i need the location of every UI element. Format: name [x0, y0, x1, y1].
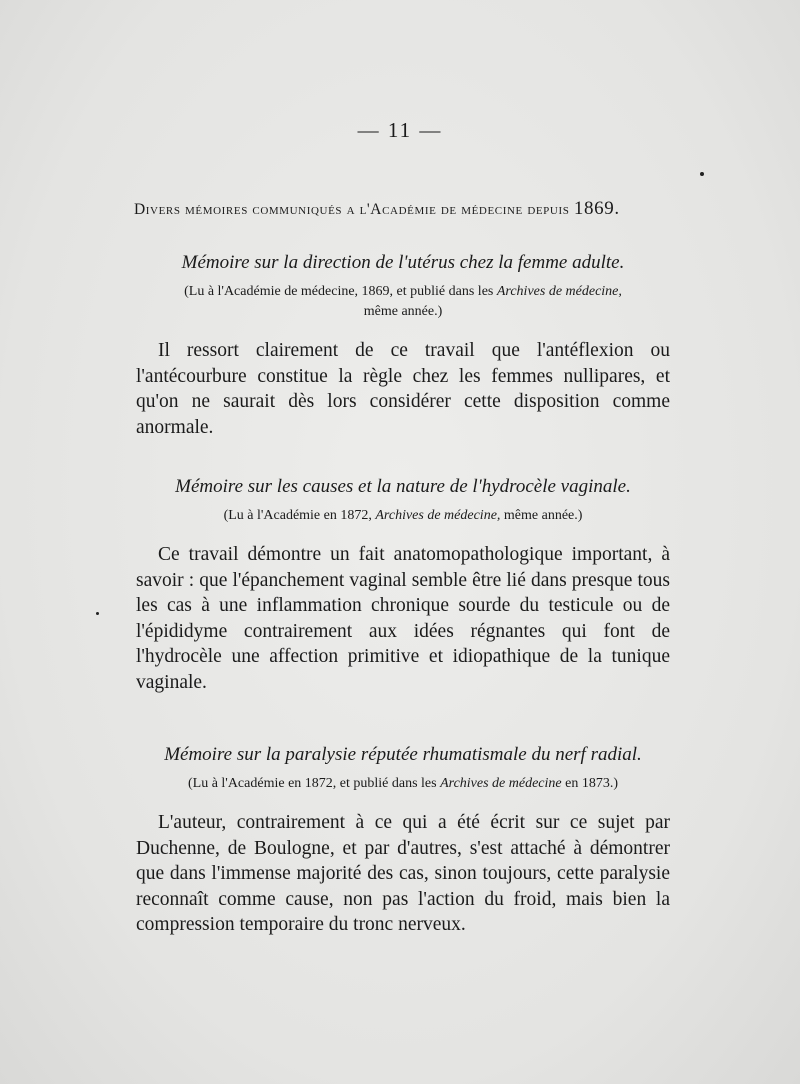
- memoir-note: [136, 282, 670, 322]
- memoir-note: [136, 506, 670, 526]
- memoir-title: Mémoire sur la paralysie réputée rhumatismale du nerf radial.: [164, 744, 642, 765]
- memoir-note-text-end: même année.): [363, 304, 443, 319]
- ink-speck: [96, 612, 99, 615]
- memoir-note-text-end: en 1873.): [561, 776, 619, 791]
- section-heading: [134, 198, 694, 220]
- memoir-paragraph: Ce travail démontre un fait anatomopathologique important, à savoir : que l'épanchement vaginal semble être lié dans presque tous les cas à une inflammation chronique sourde du testicule ou de l'épididyme contrairement aux idées régnantes qui font de l'hydrocèle une affection primitive et idiopathique de la tunique vaginale.: [136, 544, 670, 693]
- memoir-paragraph: L'auteur, contrairement à ce qui a été écrit sur ce sujet par Duchenne, de Boulogne, et par d'autres, s'est attaché à démontrer que dans l'immense majorité des cas, sinon toujours, cette paralysie reconnaît comme cause, non pas l'action du froid, mais bien la compression temporaire du tronc nerveux.: [136, 812, 670, 935]
- memoir-note-journal: Archives de médecine,: [375, 508, 501, 523]
- section-heading-text: Divers mémoires communiqués a l'Académie de médecine depuis: [134, 201, 570, 218]
- memoir-block-2: [136, 476, 670, 695]
- memoir-note-text: (Lu à l'Académie en 1872, et publié dans les: [187, 776, 441, 791]
- memoir-paragraph: Il ressort clairement de ce travail que l'antéflexion ou l'antécourbure constitue la règle chez les femmes nullipares, et qu'on ne saurait dès lors considérer cette disposition comme anormale.: [136, 340, 670, 438]
- ink-speck: [700, 172, 704, 176]
- memoir-note-text-end: même année.): [500, 508, 583, 523]
- memoir-block-3: [136, 744, 670, 938]
- memoir-block-1: [136, 252, 670, 440]
- section-heading-year: 1869.: [573, 198, 620, 219]
- memoir-note-journal: Archives de médecine,: [496, 284, 622, 299]
- memoir-note-text: (Lu à l'Académie de médecine, 1869, et publié dans les: [184, 284, 497, 299]
- memoir-title: Mémoire sur la direction de l'utérus chez la femme adulte.: [181, 252, 625, 273]
- page-number: — 11 —: [357, 118, 443, 142]
- memoir-note-text: (Lu à l'Académie en 1872,: [223, 508, 376, 523]
- memoir-note: [136, 774, 670, 794]
- memoir-title: Mémoire sur les causes et la nature de l'hydrocèle vaginale.: [175, 476, 631, 497]
- memoir-note-journal: Archives de médecine: [440, 776, 562, 791]
